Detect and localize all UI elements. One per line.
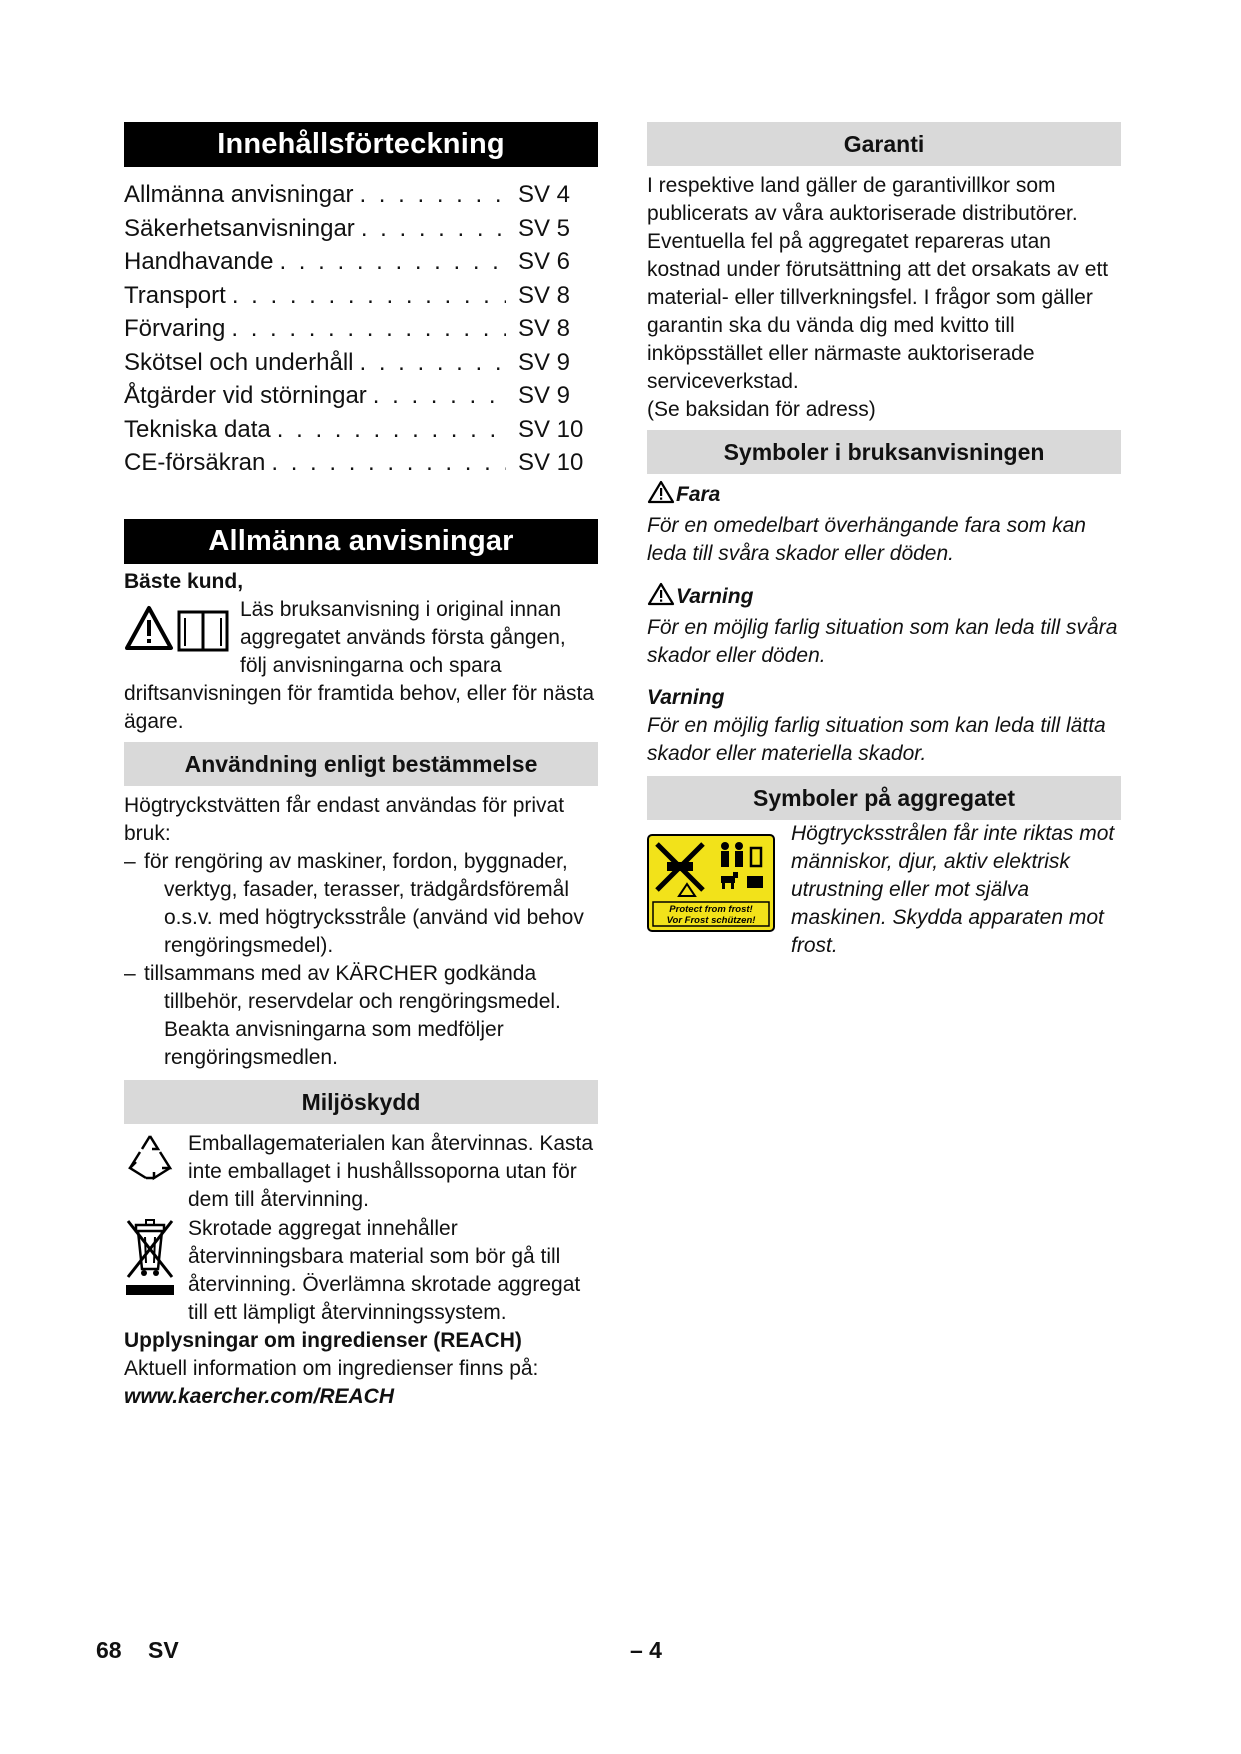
toc-entry-title: Transport <box>124 281 226 309</box>
footer-section-page: – 4 <box>630 1637 662 1663</box>
toc-entry-page: SV 8 <box>518 315 571 342</box>
usage-list <box>124 848 598 1072</box>
caution-label: Varning <box>647 686 725 709</box>
toc-entry[interactable] <box>124 178 598 212</box>
warning-label-row <box>647 582 1121 614</box>
toc-entry[interactable] <box>124 245 598 279</box>
reach-text: Aktuell information om ingredienser finns på: <box>124 1356 539 1380</box>
toc-entry[interactable] <box>124 346 598 380</box>
environment-heading: Miljöskydd <box>124 1080 598 1124</box>
usage-heading: Användning enligt bestämmelse <box>124 742 598 786</box>
packaging-block <box>124 1130 598 1214</box>
toc-entry-page: SV 10 <box>518 415 584 443</box>
recycle-icon <box>124 1132 176 1190</box>
sticker-label-en: Protect from frost! <box>669 904 753 915</box>
toc-entry-title: Åtgärder vid störningar <box>124 382 367 409</box>
greeting: Bäste kund, <box>124 569 244 593</box>
device-symbols-heading: Symboler på aggregatet <box>647 776 1121 820</box>
danger-label-row <box>647 480 1121 512</box>
toc-entry[interactable] <box>124 379 598 413</box>
left-column <box>124 122 598 1411</box>
toc-entry-page: SV 4 <box>518 181 571 208</box>
warning-text: För en möjlig farlig situation som kan leda till svåra skador eller döden. <box>647 616 1118 667</box>
general-intro-block <box>124 596 598 736</box>
toc-entry-page: SV 5 <box>518 214 571 242</box>
table-of-contents <box>124 178 598 480</box>
toc-heading: Innehållsförteckning <box>124 122 598 167</box>
scrap-block <box>124 1215 598 1327</box>
packaging-text: Emballagematerialen kan återvinnas. Kasta inte emballaget i hushållssoporna utan för dem till återvinning. <box>188 1131 594 1211</box>
toc-entry-page: SV 10 <box>518 449 584 476</box>
toc-entry-page: SV 9 <box>518 348 571 376</box>
toc-entry[interactable] <box>124 446 598 480</box>
list-item <box>124 848 598 960</box>
usage-item-text: – för rengöring av maskiner, fordon, byggnader, verktyg, fasader, terasser, trädgårdsföremål o.s.v. med högtrycksstråle (använd vid behov rengöringsmedel). <box>144 849 584 957</box>
warning-triangle-icon <box>647 480 675 512</box>
warranty-text: I respektive land gäller de garantivillkor som publicerats av våra auktoriserade distributörer. Eventuella fel på aggregatet repareras utan kostnad under förutsättning att det orsakats av ett material- eller tillverkningsfel. I frågor som gäller garantin ska du vända dig med kvitto till inköpsstället eller närmaste auktoriserade serviceverkstad. <box>647 174 1109 393</box>
danger-label: Fara <box>676 483 721 506</box>
toc-entry-title: Handhavande <box>124 248 274 275</box>
toc-entry-title: Tekniska data <box>124 415 271 443</box>
caution-text: För en möjlig farlig situation som kan leda till lätta skador eller materiella skador. <box>647 714 1106 765</box>
warranty-note: (Se baksidan för adress) <box>647 398 876 421</box>
toc-entry-title: Säkerhetsanvisningar <box>124 214 355 242</box>
reach-link[interactable]: www.kaercher.com/REACH <box>124 1384 394 1408</box>
warning-triangle-icon <box>647 582 675 614</box>
crossed-bin-icon <box>124 1217 176 1305</box>
footer-page-number: 68 <box>96 1637 122 1663</box>
scrap-text: Skrotade aggregat innehåller återvinningsbara material som bör gå till återvinning. Överlämna skrotade aggregat till ett lämpligt återvinningssystem. <box>188 1216 581 1324</box>
right-column <box>647 122 1121 960</box>
toc-entry-page: SV 9 <box>518 382 571 409</box>
toc-entry-page: SV 6 <box>518 248 571 275</box>
toc-entry-page: SV 8 <box>518 281 571 309</box>
toc-entry[interactable] <box>124 312 598 346</box>
toc-entry-title: Allmänna anvisningar <box>124 181 354 208</box>
usage-item-text: – tillsammans med av KÄRCHER godkända tillbehör, reservdelar och rengöringsmedel. Beakta anvisningarna som medföljer rengöringsmedlen. <box>144 961 561 1069</box>
read-manual-icon <box>124 604 234 662</box>
manual-symbols-heading: Symboler i bruksanvisningen <box>647 430 1121 474</box>
device-symbol-block <box>647 820 1121 960</box>
toc-entry-title: Förvaring <box>124 315 226 342</box>
usage-intro: Högtryckstvätten får endast användas för privat bruk: <box>124 793 565 845</box>
toc-entry[interactable] <box>124 413 598 447</box>
toc-entry[interactable] <box>124 279 598 313</box>
toc-entry-title: CE-försäkran <box>124 449 266 476</box>
general-intro-text: Läs bruksanvisning i original innan aggregatet används första gången, följ anvisningarna och spara driftsanvisningen för framtida behov, eller för nästa ägare. <box>124 597 595 733</box>
danger-text: För en omedelbart överhängande fara som kan leda till svåra skador eller döden. <box>647 514 1086 565</box>
general-heading: Allmänna anvisningar <box>124 519 598 564</box>
safety-sticker-icon <box>647 834 775 940</box>
device-symbol-text: Högtrycksstrålen får inte riktas mot människor, djur, aktiv elektrisk utrustning eller mot själva maskinen. Skydda apparaten mot frost. <box>791 822 1115 957</box>
list-item <box>124 960 598 1072</box>
reach-heading: Upplysningar om ingredienser (REACH) <box>124 1328 522 1352</box>
warranty-heading: Garanti <box>647 122 1121 166</box>
sticker-label-de: Vor Frost schützen! <box>666 915 756 926</box>
toc-entry-title: Skötsel och underhåll <box>124 348 354 376</box>
warning-label: Varning <box>676 585 754 608</box>
toc-entry[interactable] <box>124 212 598 246</box>
footer-language: SV <box>148 1637 179 1663</box>
